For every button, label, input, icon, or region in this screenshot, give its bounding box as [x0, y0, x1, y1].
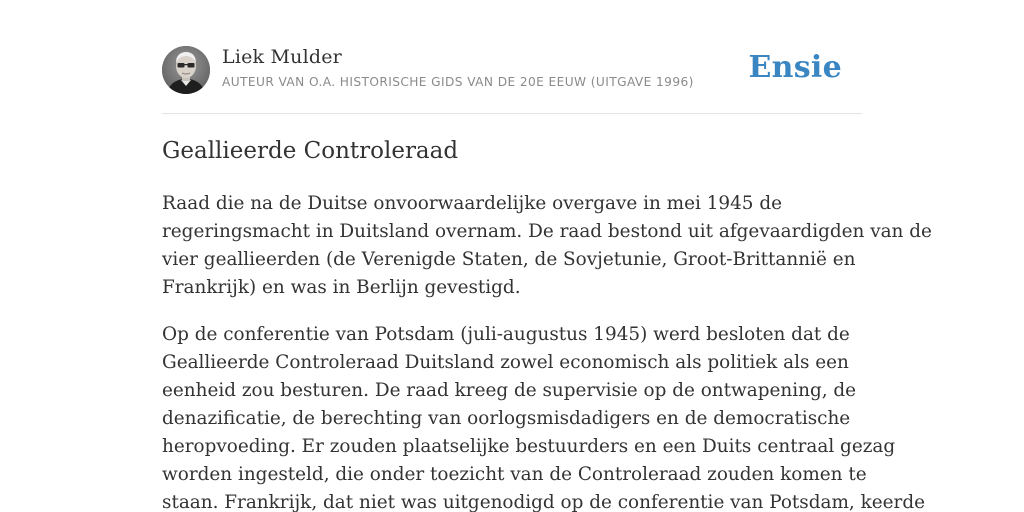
- paragraph-line: staan. Frankrijk, dat niet was uitgenodigd op de conferentie van Potsdam, keerde: [162, 492, 925, 512]
- author-name[interactable]: Liek Mulder: [222, 46, 342, 68]
- author-description: AUTEUR VAN O.A. HISTORISCHE GIDS VAN DE 20E EEUW (UITGAVE 1996): [222, 75, 694, 89]
- paragraph-line: Raad die na de Duitse onvoorwaardelijke overgave in mei 1945 de: [162, 193, 783, 214]
- paragraph-line: denazificatie, de berechting van oorlogsmisdadigers en de democratische: [162, 408, 851, 429]
- header-divider: [162, 113, 862, 114]
- paragraph-line: regeringsmacht in Duitsland overnam. De raad bestond uit afgevaardigden van de: [162, 221, 932, 242]
- paragraph-line: Frankrijk) en was in Berlijn gevestigd.: [162, 277, 521, 298]
- paragraph-line: Op de conferentie van Potsdam (juli-augustus 1945) werd besloten dat de: [162, 324, 850, 345]
- author-avatar[interactable]: [162, 46, 210, 94]
- article-paragraph-1: [162, 190, 932, 302]
- paragraph-line: heropvoeding. Er zouden plaatselijke bestuurders en een Duits centraal gezag: [162, 436, 896, 457]
- paragraph-line: worden ingesteld, die onder toezicht van de Controleraad zouden komen te: [162, 464, 867, 485]
- paragraph-line: vier geallieerden (de Verenigde Staten, de Sovjetunie, Groot-Brittannië en: [162, 249, 856, 270]
- ensie-logo[interactable]: Ensie: [748, 50, 842, 85]
- author-portrait-icon: [162, 46, 210, 94]
- article-paragraph-2: [162, 321, 925, 512]
- paragraph-line: eenheid zou besturen. De raad kreeg de supervisie op de ontwapening, de: [162, 380, 857, 401]
- author-header: [162, 46, 862, 96]
- article-title: Geallieerde Controleraad: [162, 138, 459, 164]
- paragraph-line: Geallieerde Controleraad Duitsland zowel economisch als politiek als een: [162, 352, 849, 373]
